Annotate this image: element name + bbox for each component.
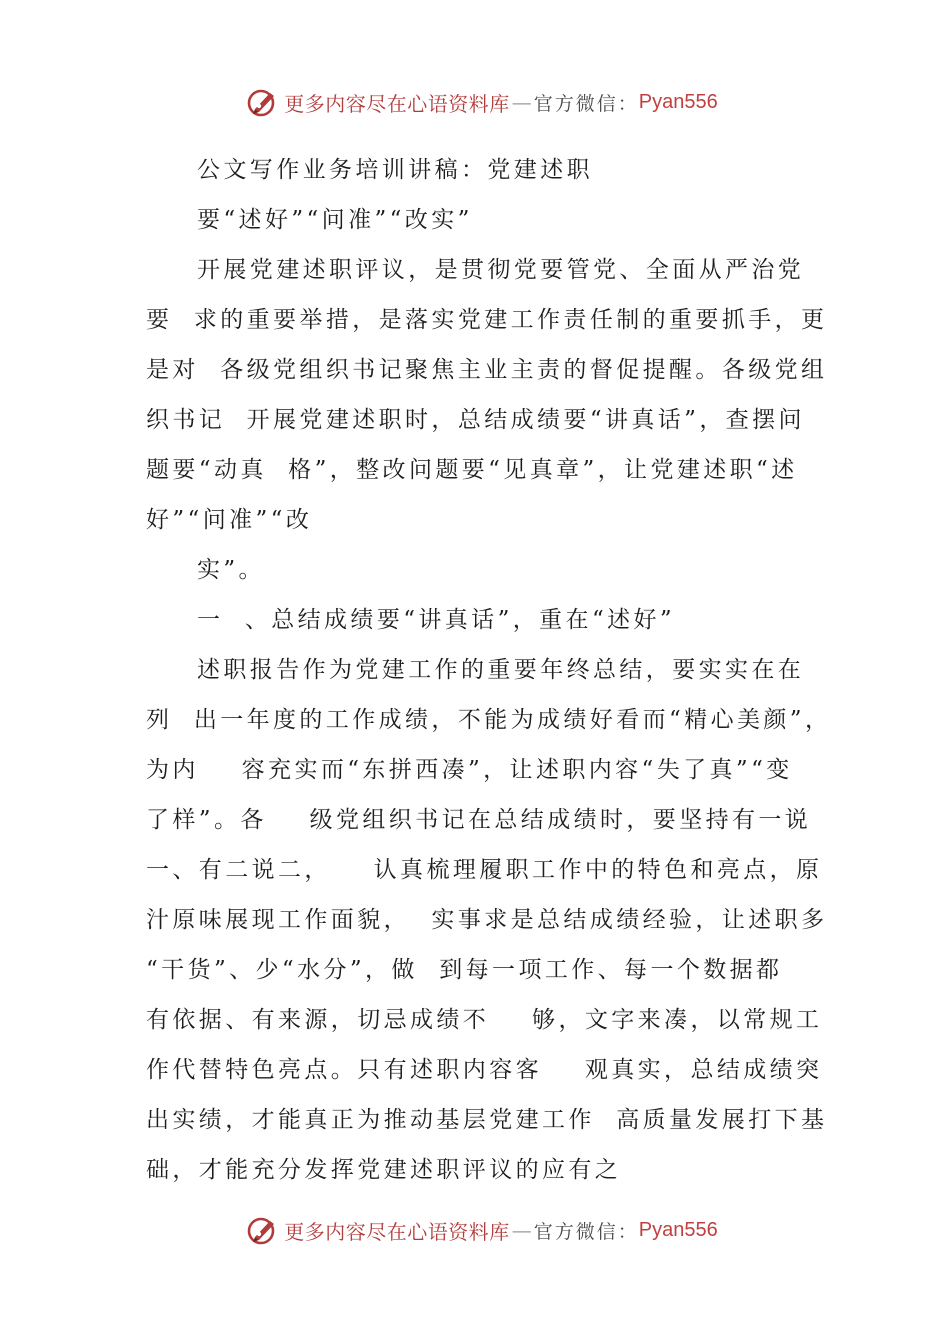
paragraph-line: 列 出一年度的工作成绩，不能为成绩好看而“精心美颜”，: [146, 707, 832, 733]
paragraph-line: 一、有二说二， 认真梳理履职工作中的特色和亮点，原: [146, 857, 823, 883]
header-banner: [0, 80, 950, 124]
footer-banner: [0, 1208, 950, 1252]
paragraph-line: 作代替特色亮点。只有述职内容客 观真实，总结成绩突: [146, 1057, 823, 1083]
paragraph-line: 出实绩，才能真正为推动基层党建工作 高质量发展打下基: [146, 1107, 828, 1133]
paragraph-line: 述职报告作为党建工作的重要年终总结，要实实在在: [197, 657, 805, 683]
paragraph-line: 要 求的重要举措，是落实党建工作责任制的重要抓手，更: [146, 307, 828, 333]
banner-wechat-id: Pyan556: [638, 90, 718, 113]
banner-wechat-label: 官方微信：: [533, 1220, 639, 1243]
paragraph-line: 有依据、有来源，切忌成绩不 够，文字来凑，以常规工: [146, 1007, 823, 1033]
paragraph-line: 开展党建述职评议，是贯彻党要管党、全面从严治党: [197, 257, 805, 283]
banner-separator: —: [511, 1218, 532, 1242]
banner-wechat-id: Pyan556: [638, 1218, 718, 1241]
banner-content: [246, 1213, 717, 1247]
paragraph-line: 了样”。各 级党组织书记在总结成绩时，要坚持有一说: [146, 807, 812, 833]
paragraph-line: 题要“动真 格”，整改问题要“见真章”，让党建述职“述: [146, 457, 798, 483]
paragraph-line: 础，才能充分发挥党建述职评议的应有之: [146, 1157, 622, 1183]
banner-separator: —: [511, 90, 532, 114]
paragraph-line: 为内 容充实而“东拼西凑”，让述职内容“失了真”“变: [146, 757, 793, 783]
pen-logo-icon: [246, 1213, 280, 1247]
paragraph-line: 好”“问准”“改: [146, 507, 313, 533]
banner-content: [246, 85, 717, 119]
banner-site-text: 更多内容尽在心语资料库: [284, 1219, 510, 1244]
banner-wechat-label: 官方微信：: [533, 92, 639, 115]
document-title: 公文写作业务培训讲稿：党建述职: [197, 157, 593, 183]
paragraph-line: 织书记 开展党建述职时，总结成绩要“讲真话”，查摆问: [146, 407, 805, 433]
paragraph-line: 是对 各级党组织书记聚焦主业主责的督促提醒。各级党组: [146, 357, 828, 383]
banner-site-text: 更多内容尽在心语资料库: [284, 91, 510, 116]
paragraph-line: “干货”、少“水分”，做 到每一项工作、每一个数据都: [146, 957, 783, 983]
pen-logo-icon: [246, 85, 280, 119]
paragraph-line: 汁原味展现工作面貌， 实事求是总结成绩经验，让述职多: [146, 907, 828, 933]
paragraph-line: 实”。: [197, 557, 265, 583]
section-heading: 一 、总结成绩要“讲真话”，重在“述好”: [197, 607, 676, 633]
document-subtitle: 要“述好”“问准”“改实”: [197, 207, 473, 233]
